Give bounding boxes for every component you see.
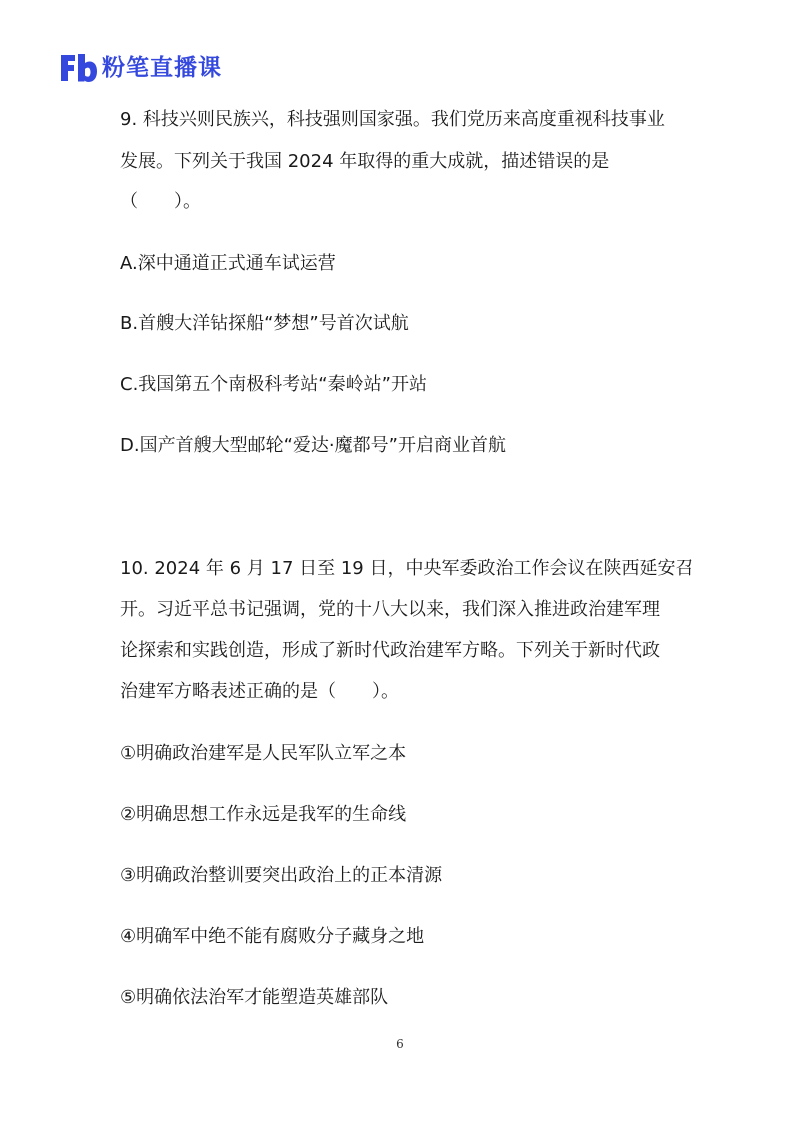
- question-10-stem-line-4: 治建军方略表述正确的是（ ）。: [120, 681, 399, 702]
- brand-name: 粉笔直播课: [102, 54, 222, 81]
- question-9-option-b: B.首艘大洋钻探船“梦想”号首次试航: [120, 313, 409, 334]
- question-9-option-c: C.我国第五个南极科考站“秦岭站”开站: [120, 374, 427, 395]
- question-9-stem-line-2: 发展。下列关于我国 2024 年取得的重大成就，描述错误的是: [120, 151, 610, 172]
- question-10-statement-2: ②明确思想工作永远是我军的生命线: [120, 804, 407, 825]
- question-10-statement-3: ③明确政治整训要突出政治上的正本清源: [120, 865, 443, 886]
- question-10-stem-line-2: 开。习近平总书记强调，党的十八大以来，我们深入推进政治建军理: [120, 599, 660, 620]
- question-10-stem-line-1: 10. 2024 年 6 月 17 日至 19 日，中央军委政治工作会议在陕西延安召: [120, 558, 694, 579]
- fb-logo-icon: [58, 52, 98, 84]
- question-10-statement-1: ①明确政治建军是人民军队立军之本: [120, 743, 407, 764]
- question-10-statement-4: ④明确军中绝不能有腐败分子藏身之地: [120, 926, 425, 947]
- question-9-stem-line-1: 9. 科技兴则民族兴，科技强则国家强。我们党历来高度重视科技事业: [120, 109, 665, 130]
- question-10-statement-5: ⑤明确依法治军才能塑造英雄部队: [120, 987, 389, 1008]
- question-9-stem-line-3: （ ）。: [120, 191, 201, 212]
- page-number: 6: [396, 1037, 404, 1051]
- question-9-option-d: D.国产首艘大型邮轮“爱达·魔都号”开启商业首航: [120, 435, 506, 456]
- question-9-option-a: A.深中通道正式通车试运营: [120, 253, 336, 274]
- question-10-stem-line-3: 论探索和实践创造，形成了新时代政治建军方略。下列关于新时代政: [120, 640, 660, 661]
- brand-header: [58, 50, 222, 86]
